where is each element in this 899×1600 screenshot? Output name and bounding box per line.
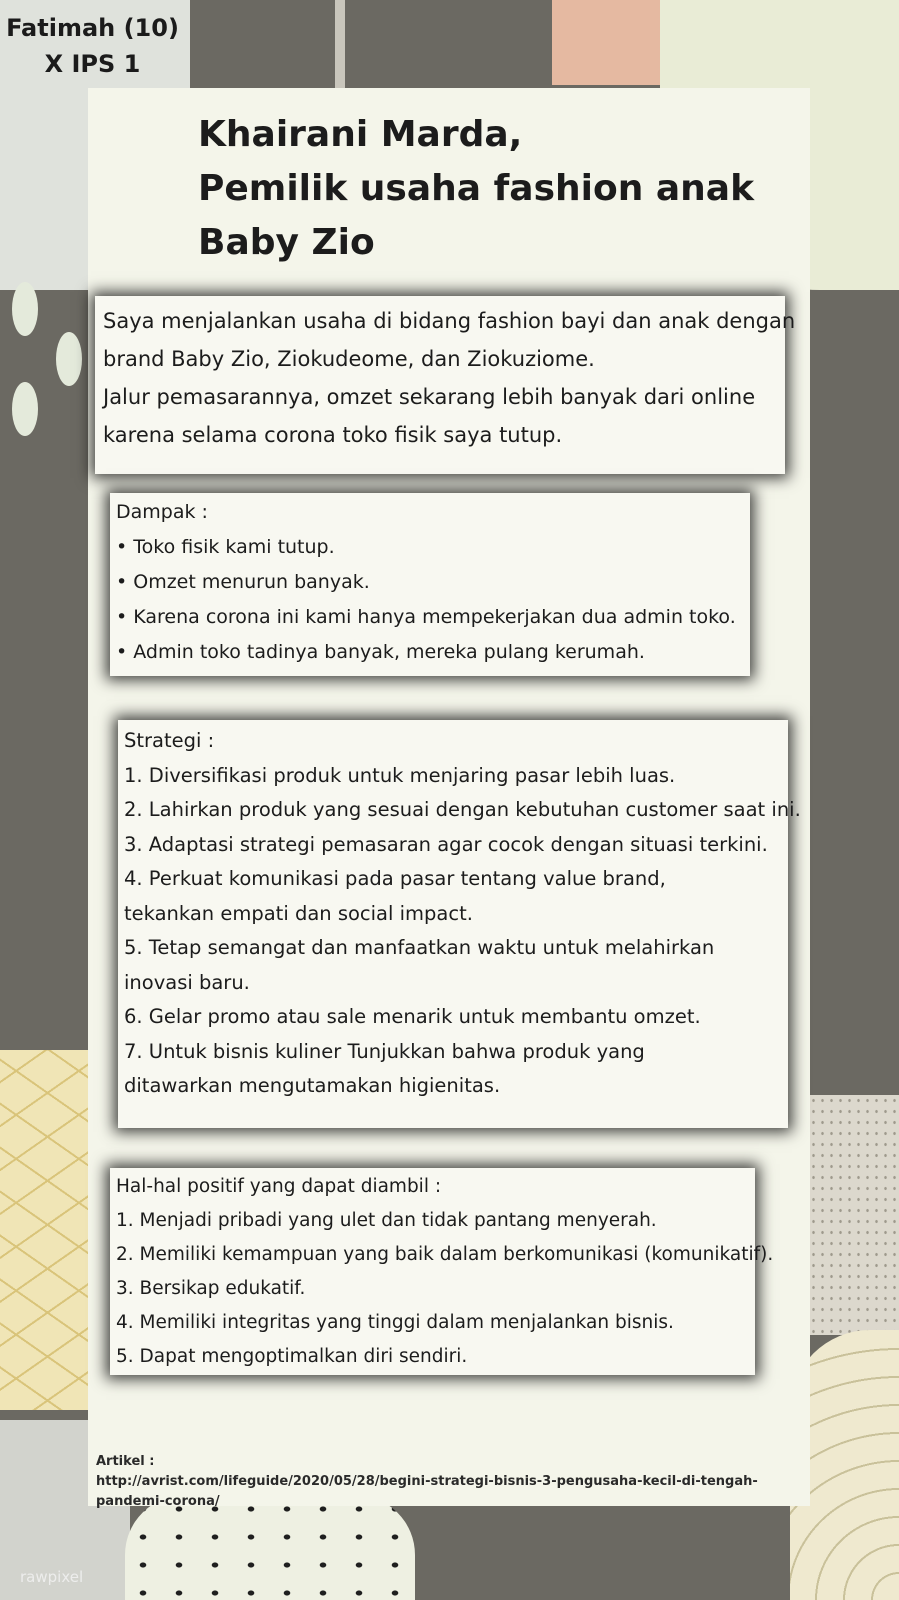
watermark: rawpixel <box>20 1568 84 1586</box>
article-reference <box>96 1452 816 1512</box>
list-item: • Karena corona ini kami hanya mempekerjakan dua admin toko. <box>116 606 736 628</box>
list-item: ditawarkan mengutamakan higienitas. <box>124 1074 501 1097</box>
title-line: Khairani Marda, <box>198 114 523 155</box>
list-item: tekankan empati dan social impact. <box>124 901 473 925</box>
article-label: Artikel : <box>96 1454 155 1469</box>
list-item: • Admin toko tadinya banyak, mereka pulang kerumah. <box>116 641 645 663</box>
list-item: 2. Lahirkan produk yang sesuai dengan kebutuhan customer saat ini. <box>124 798 801 821</box>
list-item: 4. Memiliki integritas yang tinggi dalam menjalankan bisnis. <box>116 1312 674 1333</box>
list-item: • Omzet menurun banyak. <box>116 571 370 593</box>
page-title <box>198 108 798 270</box>
list-item: 1. Diversifikasi produk untuk menjaring pasar lebih luas. <box>124 763 676 787</box>
dampak-card <box>110 493 750 676</box>
background-oval <box>12 282 38 336</box>
student-class: X IPS 1 <box>44 50 141 78</box>
background-stripe <box>335 0 345 95</box>
title-line: Pemilik usaha fashion anak Baby Zio <box>198 168 755 263</box>
background-oval <box>56 332 82 386</box>
intro-line: brand Baby Zio, Ziokudeome, dan Ziokuziome. <box>103 347 595 371</box>
list-item: 1. Menjadi pribadi yang ulet dan tidak pantang menyerah. <box>116 1210 657 1231</box>
intro-line: Saya menjalankan usaha di bidang fashion bayi dan anak dengan <box>103 309 796 333</box>
list-item: 7. Untuk bisnis kuliner Tunjukkan bahwa produk yang <box>124 1039 645 1063</box>
intro-line: karena selama corona toko fisik saya tutup. <box>103 423 563 447</box>
dampak-heading: Dampak : <box>116 501 208 523</box>
intro-line: Jalur pemasarannya, omzet sekarang lebih banyak dari online <box>103 385 756 409</box>
strategi-heading: Strategi : <box>124 729 215 752</box>
list-item: 5. Tetap semangat dan manfaatkan waktu untuk melahirkan <box>124 936 715 959</box>
list-item: 6. Gelar promo atau sale menarik untuk membantu omzet. <box>124 1005 701 1028</box>
list-item: inovasi baru. <box>124 970 250 994</box>
positif-card <box>110 1168 774 1375</box>
list-item: 5. Dapat mengoptimalkan diri sendiri. <box>116 1346 468 1367</box>
background-yellow-pattern <box>0 1050 95 1410</box>
background-grain-pattern <box>800 1095 899 1335</box>
intro-card <box>95 296 796 474</box>
background-oval <box>12 382 38 436</box>
list-item: 4. Perkuat komunikasi pada pasar tentang value brand, <box>124 867 666 890</box>
list-item: • Toko fisik kami tutup. <box>116 536 335 558</box>
strategi-card <box>118 720 801 1128</box>
article-url: http://avrist.com/lifeguide/2020/05/28/begini-strategi-bisnis-3-pengusaha-kecil-di-tengah-pandemi-corona/ <box>96 1474 758 1509</box>
student-name: Fatimah (10) <box>6 14 179 42</box>
list-item: 3. Adaptasi strategi pemasaran agar cocok dengan situasi terkini. <box>124 832 768 856</box>
list-item: 2. Memiliki kemampuan yang baik dalam berkomunikasi (komunikatif). <box>116 1244 774 1265</box>
positif-heading: Hal-hal positif yang dapat diambil : <box>116 1176 442 1197</box>
student-info <box>0 10 185 82</box>
list-item: 3. Bersikap edukatif. <box>116 1278 306 1299</box>
